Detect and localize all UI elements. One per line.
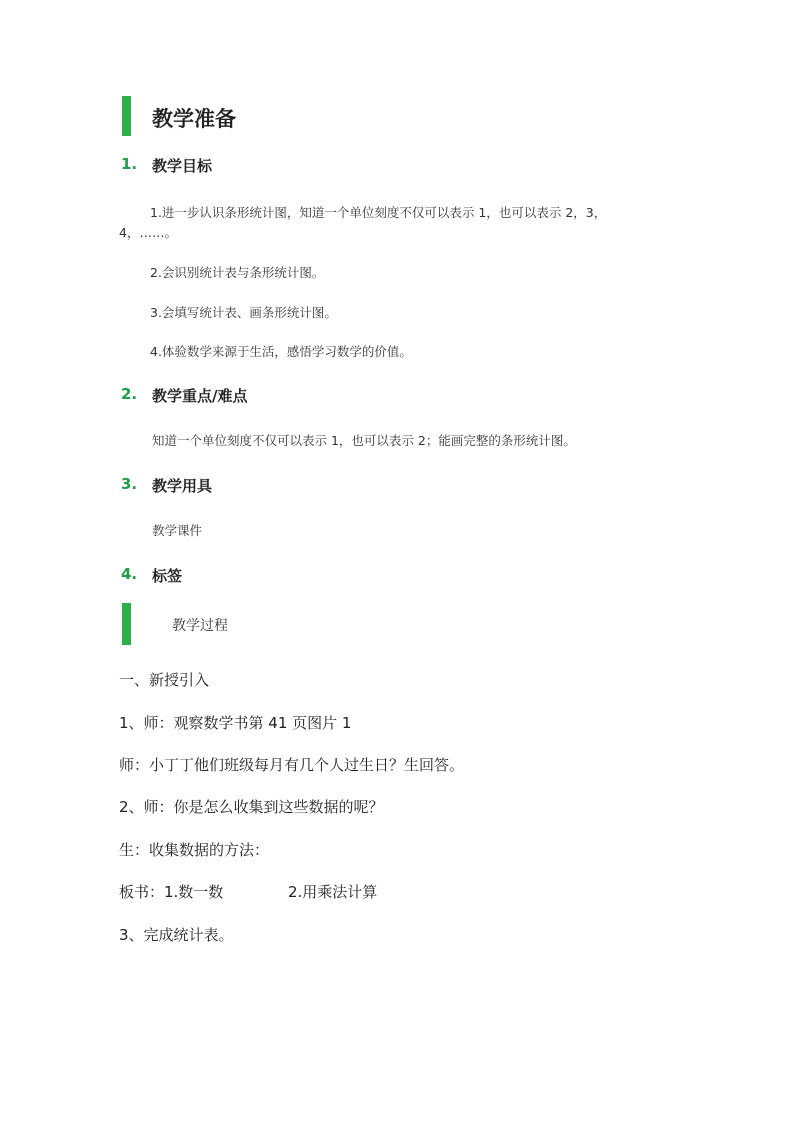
process-line-methods: 生：收集数据的方法： xyxy=(119,841,270,859)
section-2-heading: 教学重点/难点 xyxy=(152,387,248,405)
title-accent-bar xyxy=(122,96,131,136)
process-line-complete: 3、完成统计表。 xyxy=(119,926,234,944)
section-1-heading: 教学目标 xyxy=(152,157,213,175)
objective-3: 3.会填写统计表、画条形统计图。 xyxy=(150,305,337,320)
process-line-intro: 一、新授引入 xyxy=(119,671,210,689)
process-accent-bar xyxy=(122,603,131,645)
section-1-number: 1. xyxy=(121,155,138,173)
process-line-observe: 1、师：观察数学书第 41 页图片 1 xyxy=(119,714,352,732)
objective-1-line-1: 1.进一步认识条形统计图，知道一个单位刻度不仅可以表示 1，也可以表示 2，3， xyxy=(150,205,607,220)
teaching-tools-text: 教学课件 xyxy=(152,523,203,538)
objective-1-line-2: 4，……。 xyxy=(119,225,177,240)
section-3-number: 3. xyxy=(121,475,138,493)
objective-2: 2.会识别统计表与条形统计图。 xyxy=(150,265,325,280)
objective-4: 4.体验数学来源于生活，感悟学习数学的价值。 xyxy=(150,344,412,359)
section-4-number: 4. xyxy=(121,565,138,583)
process-line-collect: 2、师：你是怎么收集到这些数据的呢？ xyxy=(119,798,384,816)
key-points-text: 知道一个单位刻度不仅可以表示 1，也可以表示 2；能画完整的条形统计图。 xyxy=(152,433,576,448)
section-3-heading: 教学用具 xyxy=(152,477,213,495)
section-2-number: 2. xyxy=(121,385,138,403)
section-4-heading: 标签 xyxy=(152,567,183,585)
process-line-board-2: 2.用乘法计算 xyxy=(288,883,378,901)
process-title: 教学过程 xyxy=(172,618,228,634)
page-title: 教学准备 xyxy=(152,107,236,131)
process-line-board-1: 板书：1.数一数 xyxy=(119,883,224,901)
process-line-question: 师：小丁丁他们班级每月有几个人过生日？生回答。 xyxy=(119,756,465,774)
